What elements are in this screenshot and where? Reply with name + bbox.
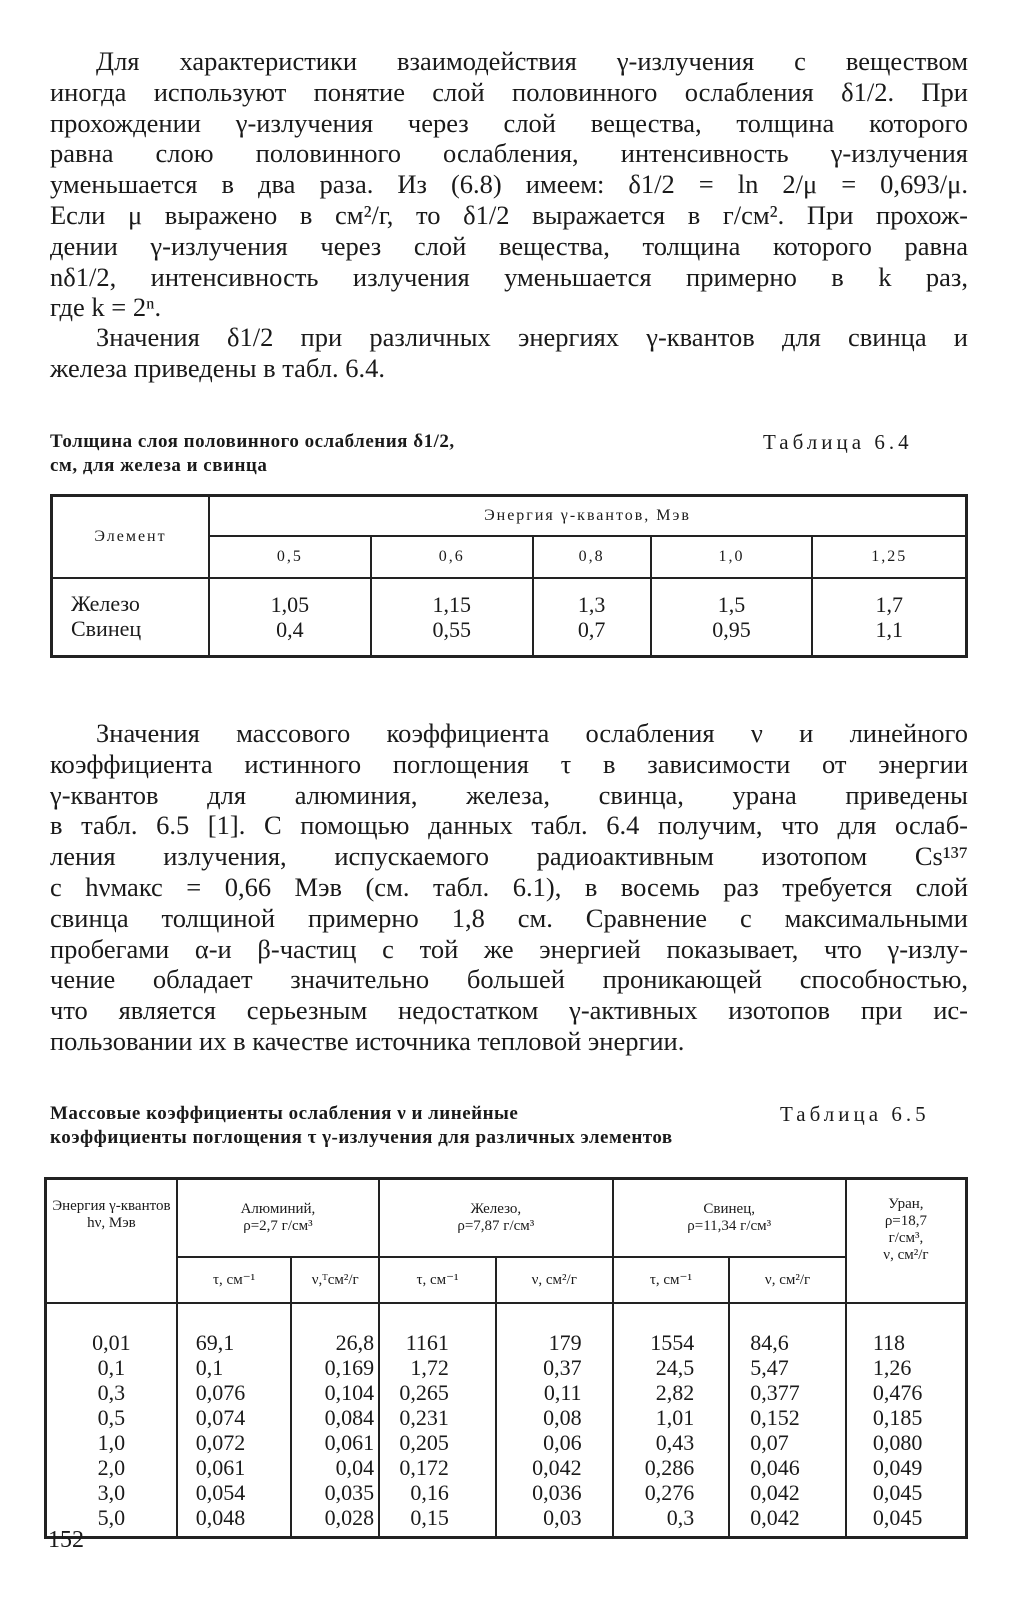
cell-value: 0,104 <box>324 1380 375 1405</box>
text-line: Для характеристики взаимодействия γ-излучения с веществом <box>96 46 968 76</box>
energy-header: 1,25 <box>812 536 966 578</box>
group-unit: г/см³, <box>888 1230 924 1246</box>
data-column <box>613 1303 730 1538</box>
table-cell <box>812 578 966 657</box>
group-header-uranium <box>846 1179 967 1304</box>
text-line: nδ1/2, интенсивность излучения уменьшается примерно в k раз, <box>50 261 968 292</box>
text-line: ления излучения, испускаемого радиоактивным изотопом Cs¹³⁷ <box>50 841 968 872</box>
cell-value: 0,7 <box>577 617 606 642</box>
cell-value: 0,231 <box>399 1405 449 1430</box>
text-line: Значения массового коэффициента ослабления ν и линейного <box>96 718 968 748</box>
cell-value: 0,172 <box>399 1455 449 1480</box>
cell-value: 0,152 <box>750 1405 800 1430</box>
cell-value: 0,286 <box>644 1455 695 1480</box>
cell-value: 0,036 <box>532 1480 582 1505</box>
group-header-aluminium <box>177 1179 379 1258</box>
text-line: с hνмакс = 0,66 Мэв (см. табл. 6.1), в восемь раз требуется слой <box>50 871 968 902</box>
data-column <box>496 1303 613 1538</box>
paragraph-half-value-layer <box>50 46 968 323</box>
cell-value: 0,045 <box>872 1505 923 1530</box>
cell-value: 1,01 <box>655 1405 695 1430</box>
group-density: ρ=7,87 г/см³ <box>457 1218 535 1235</box>
sub-header: τ, см⁻¹ <box>379 1257 496 1303</box>
cell-value: 0,061 <box>324 1430 375 1455</box>
data-column <box>379 1303 496 1538</box>
column-header-element: Элемент <box>52 496 210 579</box>
row-label-lead: Свинец <box>71 616 142 641</box>
cell-value: 1,7 <box>875 592 903 617</box>
cell-value: 0,028 <box>324 1505 375 1530</box>
cell-value: 0,042 <box>750 1505 800 1530</box>
cell-value: 0,16 <box>410 1480 449 1505</box>
cell-value: 0,43 <box>655 1430 695 1455</box>
cell-value: 0,072 <box>195 1430 246 1455</box>
cell-value: 0,476 <box>872 1380 923 1405</box>
cell-value: 0,06 <box>543 1430 582 1455</box>
energy-column <box>46 1303 177 1538</box>
cell-value: 0,07 <box>750 1430 789 1455</box>
caption-line: Толщина слоя половинного ослабления δ1/2, <box>50 431 455 452</box>
data-column <box>729 1303 846 1538</box>
page-number: 152 <box>48 1527 84 1553</box>
text-line: Если μ выражено в см²/г, то δ1/2 выражается в г/см². При прохож- <box>50 199 968 230</box>
cell-value: 0,08 <box>543 1405 582 1430</box>
text-line: пробегами α-и β-частиц с той же энергией показывает, что γ-излу- <box>50 933 968 964</box>
text-line: Значения δ1/2 при различных энергиях γ-квантов для свинца и <box>96 322 968 352</box>
text-line: в табл. 6.5 [1]. С помощью данных табл. 6.4 получим, что для ослаб- <box>50 810 968 841</box>
text-line: иногда используют понятие слой половинного ослабления δ1/2. При <box>50 76 968 107</box>
cell-value: 0,045 <box>872 1480 923 1505</box>
text-line: железа приведены в табл. 6.4. <box>50 352 385 383</box>
cell-value: 24,5 <box>655 1355 695 1380</box>
group-name: Железо, <box>470 1201 522 1218</box>
energy-value: 0,3 <box>97 1380 126 1405</box>
data-column <box>291 1303 379 1538</box>
cell-value: 0,035 <box>324 1480 375 1505</box>
cell-value: 0,054 <box>195 1480 246 1505</box>
cell-value: 0,37 <box>543 1355 582 1380</box>
energy-header: 0,6 <box>371 536 533 578</box>
energy-value: 0,1 <box>97 1355 126 1380</box>
table-cell <box>533 578 651 657</box>
table-6-5-label: Таблица 6.5 <box>780 1102 930 1126</box>
energy-value: 0,5 <box>97 1405 126 1430</box>
cell-value: 1,15 <box>432 592 472 617</box>
text-line: дении γ-излучения через слой вещества, толщина которого равна <box>50 230 968 261</box>
caption-line: коэффициенты поглощения τ γ-излучения для различных элементов <box>50 1127 673 1148</box>
cell-value: 0,049 <box>872 1455 923 1480</box>
text-line: коэффициента истинного поглощения τ в зависимости от энергии <box>50 748 968 779</box>
data-column <box>177 1303 292 1538</box>
group-density: ρ=18,7 <box>884 1213 928 1229</box>
cell-value: 118 <box>872 1330 906 1355</box>
cell-value: 0,377 <box>750 1380 800 1405</box>
cell-value: 1,05 <box>270 592 310 617</box>
sub-header: ν,ᵀсм²/г <box>291 1257 379 1303</box>
paragraph-attenuation-coefficients <box>50 718 968 1057</box>
energy-header: 1,0 <box>651 536 813 578</box>
cell-value: 0,3 <box>666 1505 695 1530</box>
cell-value: 1554 <box>650 1330 695 1355</box>
group-name: Уран, <box>888 1196 924 1212</box>
cell-value: 0,074 <box>195 1405 246 1430</box>
cell-value: 0,185 <box>872 1405 923 1430</box>
energy-value: 0,01 <box>92 1330 131 1355</box>
text-line: γ-квантов для алюминия, железа, свинца, урана приведены <box>50 779 968 810</box>
group-density: ρ=11,34 г/см³ <box>687 1218 772 1235</box>
cell-value: 1,72 <box>410 1355 449 1380</box>
energy-value: 3,0 <box>97 1480 126 1505</box>
cell-value: 1161 <box>405 1330 449 1355</box>
cell-value: 0,15 <box>410 1505 449 1530</box>
cell-value: 0,046 <box>750 1455 800 1480</box>
text-line: где k = 2ⁿ. <box>50 292 162 323</box>
cell-value: 0,076 <box>195 1380 246 1405</box>
energy-value: 2,0 <box>97 1455 126 1480</box>
group-density: ρ=2,7 г/см³ <box>243 1218 313 1235</box>
cell-value: 0,276 <box>644 1480 695 1505</box>
text-line: уменьшается в два раза. Из (6.8) имеем: δ1/2 = ln 2/μ = 0,693/μ. <box>50 169 968 200</box>
cell-value: 0,4 <box>276 617 304 642</box>
cell-value: 0,265 <box>399 1380 449 1405</box>
table-cell <box>209 578 371 657</box>
text-line: чение обладает значительно большей проникающей способностью, <box>50 964 968 995</box>
energy-value: 5,0 <box>97 1505 126 1530</box>
cell-value: 0,084 <box>324 1405 375 1430</box>
group-header-lead <box>613 1179 846 1258</box>
cell-value: 0,048 <box>195 1505 246 1530</box>
table-6-5 <box>44 1177 968 1539</box>
cell-value: 0,55 <box>432 617 472 642</box>
text-line: прохождении γ-излучения через слой вещества, толщина которого <box>50 107 968 138</box>
cell-value: 1,5 <box>717 592 746 617</box>
cell-value: 0,042 <box>532 1455 582 1480</box>
sub-header: τ, см⁻¹ <box>177 1257 292 1303</box>
sub-header: ν, см²/г <box>729 1257 846 1303</box>
table-6-5-caption <box>50 1102 673 1150</box>
group-name: Свинец, <box>703 1201 755 1218</box>
cell-value: 0,042 <box>750 1480 800 1505</box>
sub-header: ν, см²/г <box>496 1257 613 1303</box>
cell-value: 1,3 <box>577 592 606 617</box>
text-line: пользовании их в качестве источника тепловой энергии. <box>50 1025 685 1056</box>
cell-value: 0,04 <box>335 1455 375 1480</box>
caption-line: Массовые коэффициенты ослабления ν и линейные <box>50 1103 519 1124</box>
paragraph-table-reference <box>50 322 968 384</box>
text-line: что является серьезным недостатком γ-активных изотопов при ис- <box>50 995 968 1026</box>
row-label-iron: Железо <box>71 591 140 616</box>
cell-value: 5,47 <box>750 1355 789 1380</box>
column-header-energy: Энергия γ-квантов hν, Мэв <box>46 1179 177 1304</box>
cell-value: 1,1 <box>875 617 903 642</box>
cell-value: 0,1 <box>195 1355 224 1380</box>
group-name: Алюминий, <box>240 1201 316 1218</box>
cell-value: 0,205 <box>399 1430 449 1455</box>
table-6-4-caption <box>50 430 455 478</box>
cell-value: 0,11 <box>543 1380 582 1405</box>
cell-value: 0,080 <box>872 1430 923 1455</box>
column-header-energy: Энергия γ-квантов, Мэв <box>209 496 967 537</box>
energy-value: 1,0 <box>97 1430 126 1455</box>
cell-value: 1,26 <box>872 1355 912 1380</box>
text-line: равна слою половинного ослабления, интенсивность γ-излучения <box>50 138 968 169</box>
sub-header: τ, см⁻¹ <box>613 1257 730 1303</box>
cell-value: 26,8 <box>335 1330 375 1355</box>
cell-value: 179 <box>548 1330 582 1355</box>
cell-value: 84,6 <box>750 1330 789 1355</box>
cell-value: 0,169 <box>324 1355 375 1380</box>
text-line: свинца толщиной примерно 1,8 см. Сравнение с максимальными <box>50 902 968 933</box>
sub-header: ν, см²/г <box>883 1247 929 1263</box>
table-cell <box>651 578 813 657</box>
cell-value: 0,03 <box>543 1505 582 1530</box>
cell-value: 69,1 <box>195 1330 235 1355</box>
table-6-4 <box>50 494 968 658</box>
row-labels <box>52 578 210 657</box>
group-header-iron <box>379 1179 612 1258</box>
cell-value: 2,82 <box>655 1380 695 1405</box>
cell-value: 0,95 <box>712 617 751 642</box>
energy-header: 0,8 <box>533 536 651 578</box>
data-column <box>846 1303 967 1538</box>
caption-line: см, для железа и свинца <box>50 455 268 476</box>
table-6-4-label: Таблица 6.4 <box>763 430 913 454</box>
energy-header: 0,5 <box>209 536 371 578</box>
cell-value: 0,061 <box>195 1455 246 1480</box>
table-cell <box>371 578 533 657</box>
